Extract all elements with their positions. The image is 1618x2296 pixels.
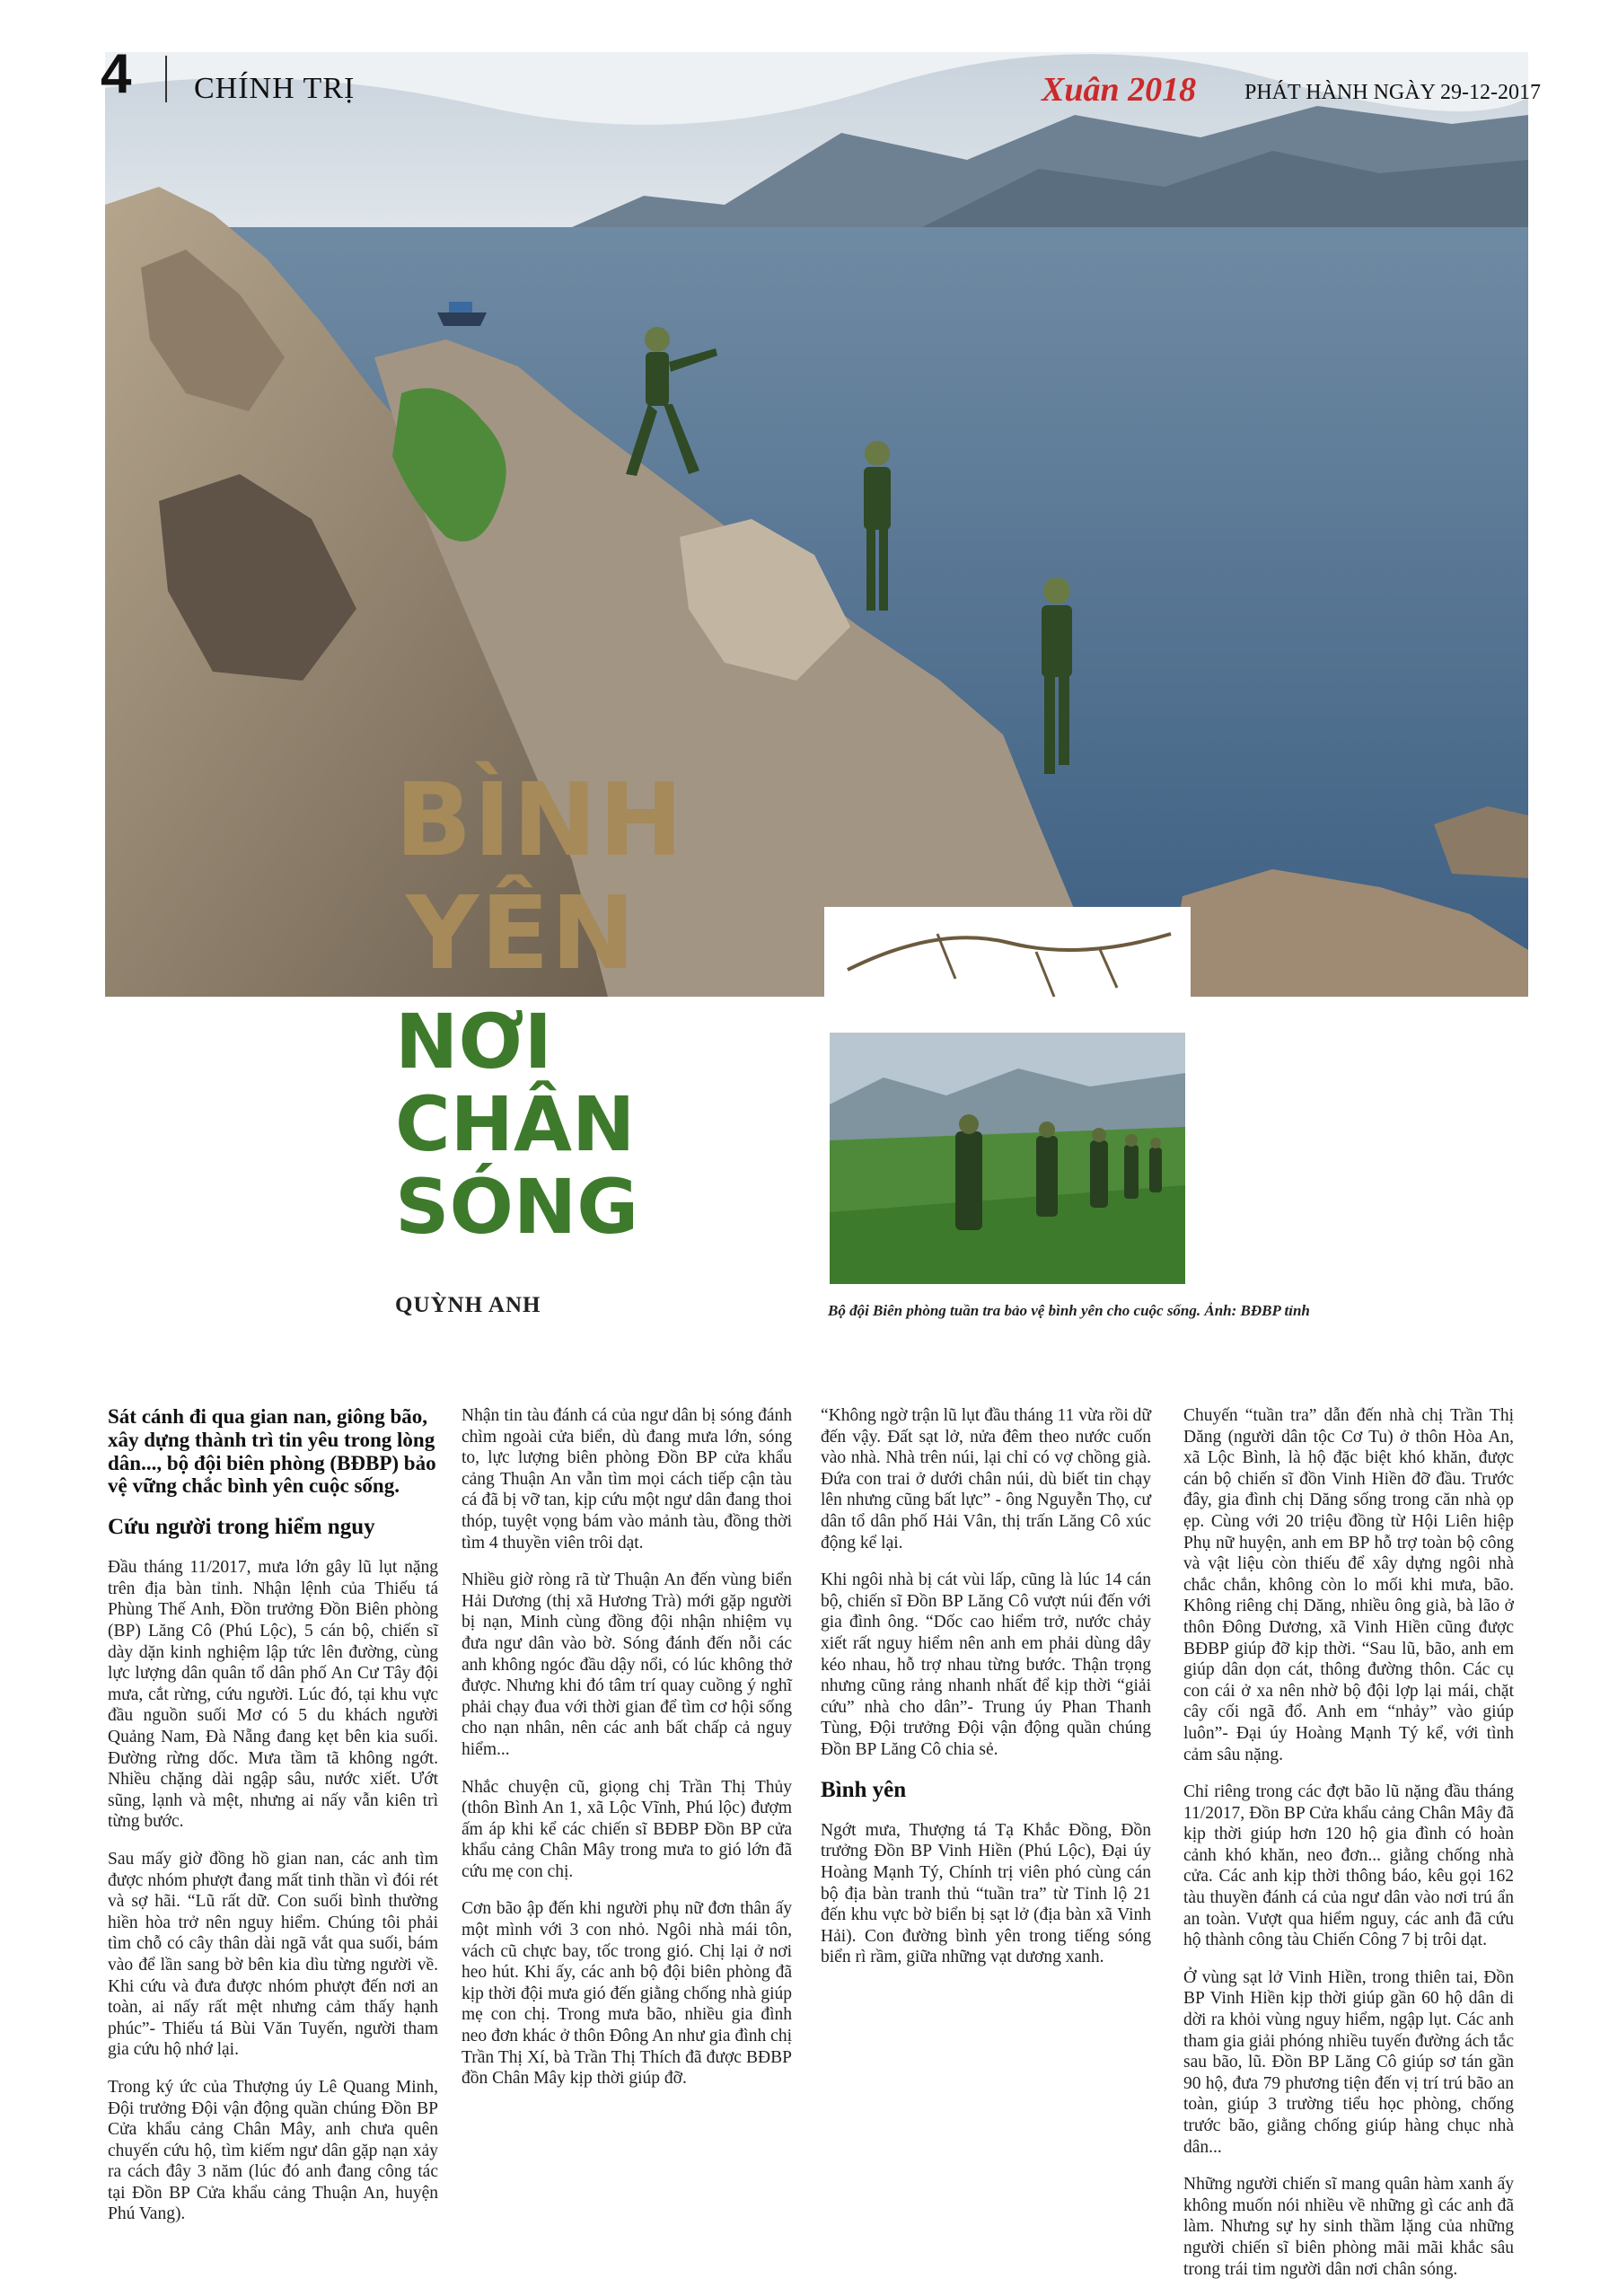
- title-line-3: NƠI: [395, 998, 552, 1086]
- boat: [437, 312, 487, 326]
- paragraph: Khi ngôi nhà bị cát vùi lấp, cũng là lúc 14 cán bộ, chiến sĩ Đồn BP Lăng Cô vượt núi đến với gia đình ông. “Dốc cao hiểm trở, nước chảy xiết rất nguy hiểm nên anh em phải dùng dây kéo nhau, hỗ trợ nhau từng bước. Thận trọng nhưng cũng rảng nhanh nhất để kịp thời “giải cứu” nhà cho dân”- Trung úy Phan Thanh Tùng, Đội trưởng Đội vận động quần chúng Đồn BP Lăng Cô chia sẻ.: [821, 1570, 1151, 1759]
- header-divider: [165, 56, 167, 102]
- edition-label: Xuân 2018: [1042, 71, 1197, 109]
- title-line-4: CHÂN: [395, 1080, 636, 1168]
- subhead-peace: Bình yên: [821, 1777, 907, 1802]
- paragraph: Ở vùng sạt lở Vinh Hiền, trong thiên tai, Đồn BP Vinh Hiền kịp thời giúp gần 60 hộ dân di dời ra khỏi vùng nguy hiểm, ngập lụt. Các anh tham gia giải phóng nhiều tuyến đường ách tắc sau bão, lũ. Đồn BP Lăng Cô giúp sơ tán gần 90 hộ, đưa 79 phương tiện đến vị trí trú bão an toàn, giúp 3 trường tiểu học phòng, chống trước bão, giằng chống giúp hàng chục nhà dân...: [1183, 1967, 1514, 2157]
- subhead-rescue: Cứu người trong hiểm nguy: [108, 1515, 375, 1539]
- paragraph: Nhắc chuyện cũ, giọng chị Trần Thị Thủy (thôn Bình An 1, xã Lộc Vĩnh, Phú lộc) đượm ấm áp khi kể các chiến sĩ BĐBP Đồn BP cửa khẩu cảng Chân Mây trong mưa to gió lớn đã cứu mẹ con chị.: [462, 1777, 792, 1881]
- paragraph: Chỉ riêng trong các đợt bão lũ nặng đầu tháng 11/2017, Đồn BP Cửa khẩu cảng Chân Mây đã kịp thời giúp hơn 120 hộ gia đình có hoàn cảnh khó khăn, neo đơn... giằng chống nhà cửa. Các anh kịp thời thông báo, kêu gọi 162 tàu thuyền đánh cá của ngư dân vào nơi trú ẩn an toàn. Vượt qua hiểm nguy, các anh đã cứu hộ thành công tàu Chiến Công 7 bị trôi dạt.: [1183, 1782, 1514, 1950]
- article-column-1: [108, 1405, 438, 2241]
- paragraph: Nhận tin tàu đánh cá của ngư dân bị sóng đánh chìm ngoài cửa biển, dù đang mưa lớn, sóng to, lực lượng biên phòng Đồn BP cửa khẩu cảng Thuận An vẫn tìm mọi cách tiếp cận tàu cá đã bị vỡ tan, kịp cứu một ngư dân đang thoi thóp, tuyệt vọng bám vào mảnh tàu, đồng thời tìm 4 thuyền viên trôi dạt.: [462, 1406, 792, 1553]
- article-column-3: [821, 1405, 1151, 1984]
- paragraph: Những người chiến sĩ mang quân hàm xanh ấy không muốn nói nhiều về những gì các anh đã làm. Nhưng sự hy sinh thầm lặng của những người chiến sĩ biên phòng mãi mãi khắc sâu trong trái tim người dân nơi chân sóng.: [1183, 2175, 1514, 2279]
- paragraph: Đầu tháng 11/2017, mưa lớn gây lũ lụt nặng trên địa bàn tỉnh. Nhận lệnh của Thiếu tá Phùng Thế Anh, Đồn trưởng Đồn Biên phòng (BP) Lăng Cô (Phú Lộc), 5 cán bộ, chiến sĩ dày dặn kinh nghiệm lập tức lên đường, cùng lực lượng dân quân tổ dân phố An Cư Tây đội mưa, cắt rừng, cứu người. Lúc đó, tại khu vực đầu nguồn suối Mơ có 5 du khách người Quảng Nam, Đà Nẵng đang kẹt bên kia suối. Đường rừng dốc. Mưa tầm tã không ngớt. Nhiều chặng dài ngập sâu, nước xiết. Ướt sũng, lạnh và mệt, nhưng ai nấy vẫn kiên trì từng bước.: [108, 1558, 438, 1832]
- paragraph: Ngớt mưa, Thượng tá Tạ Khắc Đồng, Đồn trưởng Đồn BP Vinh Hiền (Phú Lộc), Đại úy Hoàng Mạnh Tý, Chính trị viên phó cùng cán bộ địa bàn tranh thủ “tuần tra” từ Tỉnh lộ 21 đến khu vực bờ biển bị sạt lở (địa bàn xã Vinh Hải). Con đường bình yên trong tiếng sóng biển rì rầm, giữa những vạt dương xanh.: [821, 1820, 1151, 1967]
- title-line-1: BÌNH: [395, 762, 685, 879]
- author-byline: QUỲNH ANH: [395, 1293, 541, 1317]
- article-column-2: [462, 1405, 792, 2106]
- release-date: PHÁT HÀNH NGÀY 29-12-2017: [1244, 81, 1541, 104]
- paragraph: Cơn bão ập đến khi người phụ nữ đơn thân ấy một mình với 3 con nhỏ. Ngôi nhà mái tôn, vách cũ chực bay, tốc trong gió. Chị lại ở nơi heo hút. Khi ấy, các anh bộ đội biên phòng đã kịp thời đội mưa gió đến giằng chống nhà giúp mẹ con chị. Trong mưa bão, nhiều gia đình neo đơn khác ở thôn Đông An như gia đình chị Trần Thị Xí, bà Trần Thị Thích đã được BĐBP đồn Chân Mây kịp thời giúp đỡ.: [462, 1899, 792, 2089]
- paragraph: Sau mấy giờ đồng hồ gian nan, các anh tìm được nhóm phượt đang mất tinh thần vì đói rét và sợ hãi. “Lũ rất dữ. Con suối bình thường hiền hòa trở nên nguy hiểm. Chúng tôi phải tìm chỗ có cây thân dài ngã vắt qua suối, bám vào để lần sang bờ bên kia dìu từng người về. Khi cứu và đưa được nhóm phượt đến nơi an toàn, ai nấy rất mệt nhưng cảm thấy hạnh phúc”- Thiếu tá Bùi Văn Tuyến, người tham gia cứu hộ nhớ lại.: [108, 1849, 438, 2060]
- article-lead: Sát cánh đi qua gian nan, giông bão, xây dựng thành trì tin yêu trong lòng dân..., bộ đội biên phòng (BĐBP) bảo vệ vững chắc bình yên cuộc sống.: [108, 1405, 436, 1498]
- photo-caption: Bộ đội Biên phòng tuần tra bảo vệ bình yên cho cuộc sống. Ảnh: BĐBP tỉnh: [828, 1302, 1310, 1319]
- paragraph: Chuyến “tuần tra” dẫn đến nhà chị Trần Thị Dăng (người dân tộc Cơ Tu) ở thôn Hòa An, xã Lộc Bình, là hộ đặc biệt khó khăn, được cán bộ chiến sĩ đồn Vinh Hiền đỡ đầu. Trước đây, gia đình chị Dăng sống trong căn nhà ọp ẹp. Cùng với 20 triệu đồng từ Hội Liên hiệp Phụ nữ huyện, anh em BP hỗ trợ toàn bộ công và vật liệu còn thiếu để xây dựng ngôi nhà chắc chắn, không còn lo mối khi mưa, bão. Không riêng chị Dăng, nhiều ông già, bà lão ở thôn Đông Dương, xã Vinh Hiền cũng được BĐBP giúp đỡ kịp thời. “Sau lũ, bão, anh em giúp dân dọn cát, thông đường thôn. Các cụ con cái ở xa nên nhờ bộ đội lợp lại mái, chặt cây cối ngã đổ. Anh em “nhảy” vào giúp luôn”- Đại úy Hoàng Mạnh Tý kể, với tình cảm sâu nặng.: [1183, 1406, 1514, 1764]
- paragraph: Nhiều giờ ròng rã từ Thuận An đến vùng biển Hải Dương (thị xã Hương Trà) mới gặp người bị nạn, Minh cùng đồng đội nhận nhiệm vụ đưa ngư dân vào bờ. Sóng đánh đến nỗi các anh không ngóc đầu dậy nổi, có lúc không thở được. Nhưng khi đó tâm trí quay cuồng ý nghĩ phải chạy đua với thời gian để tìm cơ hội sống cho nạn nhân, nên các anh bất chấp cả nguy hiểm...: [462, 1570, 792, 1759]
- section-label: CHÍNH TRỊ: [194, 72, 356, 105]
- title-line-5: SÓNG: [395, 1163, 639, 1251]
- paragraph: “Không ngờ trận lũ lụt đầu tháng 11 vừa rồi dữ đến vậy. Đất sạt lở, nửa đêm theo nước cuốn vào nhà. Nhà trên núi, lại chỉ có vợ chồng già. Đứa con trai ở dưới chân núi, dù biết tin chạy lên nhưng cũng bất lực” - ông Nguyễn Thọ, cư dân tổ dân phố Hải Vân, thị trấn Lăng Cô xúc động kể lại.: [821, 1406, 1151, 1553]
- paragraph: Trong ký ức của Thượng úy Lê Quang Minh, Đội trưởng Đội vận động quần chúng Đồn BP Cửa khẩu cảng Chân Mây, anh chưa quên chuyến cứu hộ, tìm kiếm ngư dân gặp nạn xảy ra cách đây 3 năm (lúc đó anh đang công tác tại Đồn BP Cửa khẩu cảng Thuận An, huyện Phú Vang).: [108, 2077, 438, 2224]
- page-number: 4: [101, 43, 132, 105]
- hero-photo: [105, 52, 1528, 997]
- article-column-4: [1183, 1405, 1514, 2296]
- title-line-2: YÊN: [406, 875, 638, 992]
- inset-photo: [824, 907, 1191, 1288]
